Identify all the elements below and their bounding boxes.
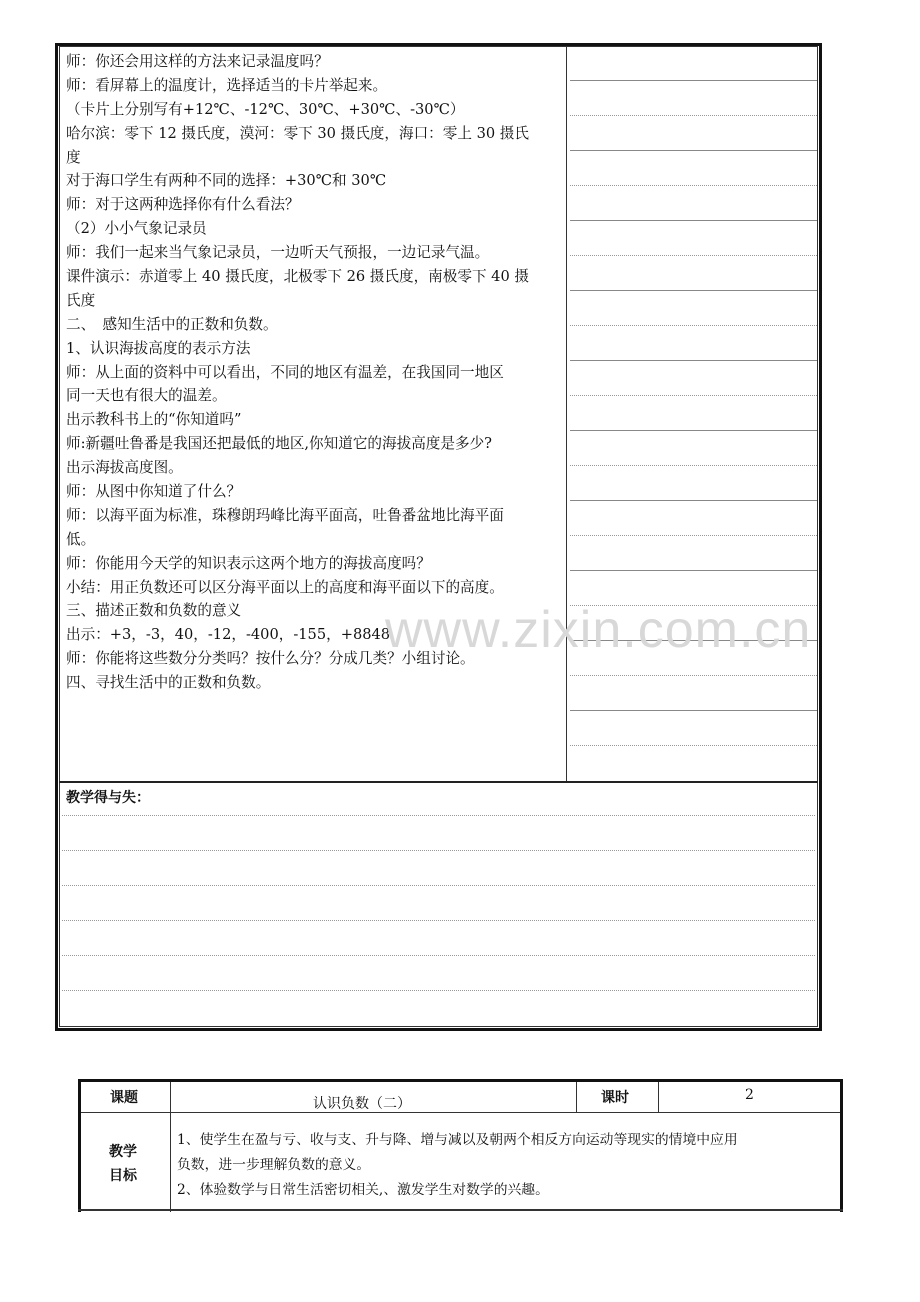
period-label: 课时 (601, 1090, 629, 1106)
lesson-content (66, 50, 562, 695)
content-line: 四、寻找生活中的正数和负数。 (66, 674, 271, 692)
header-row-divider (81, 1112, 840, 1113)
topic-label: 课题 (110, 1090, 138, 1106)
notes-line (570, 710, 817, 711)
notes-line (570, 360, 817, 361)
reflection-label: 教学得与失： (66, 790, 150, 806)
notes-line (570, 500, 817, 501)
content-line: 师：你还会用这样的方法来记录温度吗？ (66, 53, 329, 70)
content-line: 师：对于这两种选择你有什么看法？ (66, 196, 300, 214)
reflection-line (62, 815, 815, 816)
notes-line (570, 570, 817, 571)
content-line: 氏度 (66, 291, 96, 309)
reflection-line (62, 920, 815, 921)
reflection-line (62, 885, 815, 886)
content-line: 出示：+3，-3，40，-12，-400，-155，+8848 (66, 626, 391, 644)
content-line: 对于海口学生有两种不同的选择：+30℃和 30℃ (66, 172, 387, 190)
content-line: 出示教科书上的“你知道吗” (66, 411, 242, 429)
reflection-line (62, 990, 815, 991)
content-line: （2）小小气象记录员 (66, 220, 207, 238)
content-line: 师:新疆吐鲁番是我国还把最低的地区,你知道它的海拔高度是多少? (66, 435, 493, 453)
notes-line (570, 325, 817, 326)
content-line: 低。 (66, 530, 96, 548)
topic-value: 认识负数（二） (313, 1096, 411, 1112)
notes-line (570, 150, 817, 151)
content-line: 师：我们一起来当气象记录员，一边听天气预报，一边记录气温。 (66, 244, 490, 262)
notes-line (570, 395, 817, 396)
notes-line (570, 430, 817, 431)
content-line: 师：你能将这些数分分类吗？按什么分？分成几类？小组讨论。 (66, 650, 475, 668)
goal-line: 2、体验数学与日常生活密切相关,、激发学生对数学的兴趣。 (177, 1182, 549, 1198)
content-line: 同一天也有很大的温差。 (66, 387, 227, 405)
content-line: 1、认识海拔高度的表示方法 (66, 339, 251, 357)
content-line: 师：你能用今天学的知识表示这两个地方的海拔高度吗？ (66, 554, 431, 572)
content-line: 小结：用正负数还可以区分海平面以上的高度和海平面以下的高度。 (66, 578, 504, 596)
content-line: 师：从上面的资料中可以看出，不同的地区有温差，在我国同一地区 (66, 363, 504, 381)
notes-line (570, 675, 817, 676)
content-line: 度 (66, 148, 81, 166)
content-line: （卡片上分别写有+12℃、-12℃、30℃、+30℃、-30℃） (66, 100, 465, 118)
notes-line (570, 465, 817, 466)
notes-line (570, 115, 817, 116)
content-line: 师：从图中你知道了什么？ (66, 483, 242, 501)
goals-label-line2: 目标 (109, 1168, 137, 1184)
content-line: 出示海拔高度图。 (66, 459, 183, 477)
content-line: 哈尔滨：零下 12 摄氏度，漠河：零下 30 摄氏度，海口：零上 30 摄氏 (66, 124, 529, 142)
goal-line: 负数，进一步理解负数的意义。 (177, 1157, 371, 1173)
notes-column-divider (566, 46, 567, 782)
content-line: 师：看屏幕上的温度计，选择适当的卡片举起来。 (66, 76, 388, 94)
content-line: 课件演示：赤道零上 40 摄氏度，北极零下 26 摄氏度，南极零下 40 摄 (66, 268, 529, 286)
label-column-divider (170, 1082, 171, 1212)
watermark: www.zixin.com.cn (385, 601, 812, 659)
goal-line: 1、使学生在盈与亏、收与支、升与降、增与减以及朝两个相反方向运动等现实的情境中应用 (177, 1132, 738, 1148)
notes-line (570, 185, 817, 186)
notes-line (570, 535, 817, 536)
period-value: 2 (745, 1087, 754, 1103)
content-line: 师：以海平面为标准，珠穆朗玛峰比海平面高，吐鲁番盆地比海平面 (66, 506, 504, 524)
notes-line (570, 745, 817, 746)
period-label-divider-right (658, 1082, 659, 1112)
content-line: 二、 感知生活中的正数和负数。 (66, 315, 278, 333)
notes-line (570, 255, 817, 256)
content-line: 三、描述正数和负数的意义 (66, 602, 242, 620)
reflection-line (62, 850, 815, 851)
period-label-divider-left (576, 1082, 577, 1112)
notes-line (570, 290, 817, 291)
reflection-line (62, 955, 815, 956)
goals-row-bottom (78, 1209, 843, 1211)
notes-line (570, 80, 817, 81)
reflection-divider (59, 781, 818, 783)
goals-label-line1: 教学 (109, 1144, 137, 1160)
notes-line (570, 220, 817, 221)
